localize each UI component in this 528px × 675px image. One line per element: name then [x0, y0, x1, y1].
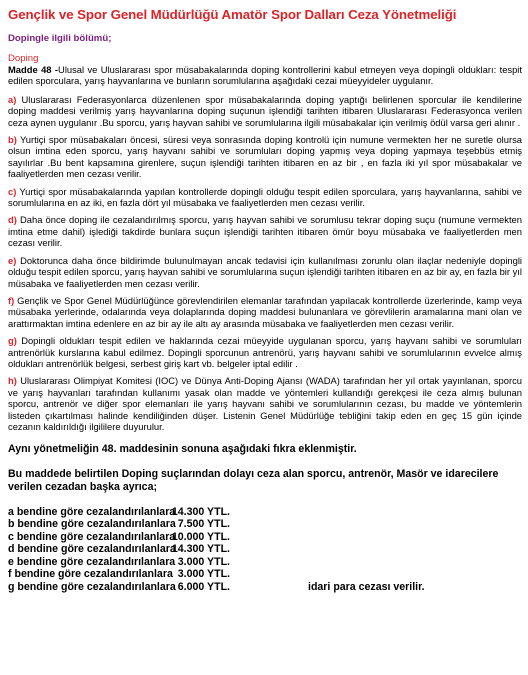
item-paragraph: [8, 295, 522, 329]
amendment-text: Bu maddede belirtilen Doping suçlarından dolayı ceza alan sporcu, antrenör, Masör ve idarecilere verilen cezadan başka ayrıca;: [8, 467, 499, 493]
fine-row: [8, 531, 522, 544]
fine-amount: 3.000 YTL.: [177, 568, 230, 581]
fine-text: f bendine göre cezalandırılanlara: [8, 568, 173, 581]
fine-text: b bendine göre cezalandırılanlara: [8, 518, 176, 531]
madde-label: Madde 48 -: [8, 64, 59, 75]
item-letter: c): [8, 185, 17, 197]
item-paragraph: [8, 94, 522, 128]
item-text: Yurtiçi spor müsabakalarında yapılan kontrollerde dopingli olduğu tespit edilen sporculara, yarış hayvanlarına, sahibi ve sorumlularına en az iki, en fazla dört yıl müsabaka ve faaliyetlerden men cezası verilir.: [8, 185, 522, 209]
item-text: Yurtiçi spor müsabakaları öncesi, süresi veya sonrasında doping kontrolü için numune vermekten her ne suretle olursa olsun imtina eden sporcu, yarış hayvanı sahibi ve sorumluları doping yapmış veya doping yapmaya teşebbüs etmiş sayılırlar .Bu bent kapsamına girenlere, suçun işlendiği tarihten itibaren en az bir , en fazla iki yıl spor müsabakalar ve faaliyetlerden men cezası verilir.: [8, 134, 523, 180]
item-paragraph: [8, 255, 522, 289]
item-letter: e): [8, 254, 17, 266]
fine-text: d bendine göre cezalandırılanlara: [8, 543, 176, 556]
section-label: Doping: [8, 53, 39, 64]
item-letter: d): [8, 214, 17, 226]
item-text: Doktorunca daha önce bildirimde bulunulmayan ancak tedavisi için kullanılması zorunlu olan ilaçlar nedeniyle dopingli olduğu tespit edilen sporcu, yarış hayvan sahibi ve sorumlularına suçun işlendiği tarihten itibaren en az bir ay, en fazla bir yıl müsabaka ve faaliyetlerden men cezası verilir.: [8, 254, 522, 289]
item-letter: g): [8, 335, 17, 347]
item-paragraph: [8, 134, 522, 180]
item-paragraph: [8, 335, 522, 369]
fine-amount: 6.000 YTL.: [177, 580, 230, 593]
madde-text: Ulusal ve Uluslararası spor müsabakalarında doping kontrollerini kabul etmeyen veya dopingli oldukları: tespit edilen sporculara, yarış hayvanlarına ve bunların sorumlularına aşağıdaki cezai müeyyideler uygulanır.: [8, 64, 522, 87]
madde-paragraph: [8, 64, 522, 87]
fine-amount: 14.300 YTL.: [171, 505, 230, 518]
fine-row: [8, 506, 522, 519]
item-text: Dopingli oldukları tespit edilen ve haklarında cezai müeyyide uygulanan sporcu, yarış hayvanı sahibi ve sorumluları antrenörlük kurslarına kabul edilmez. Dopingli sporcunun antrenörü, yarış hayvanı sahibi ve sorumlularının evvelce almış oldukları antrenörlük belgesi, serbest giriş kart vb. belgeler iptal edilir .: [8, 335, 522, 369]
fine-row: [8, 518, 522, 531]
item-text: Gençlik ve Spor Genel Müdürlüğünce görevlendirilen elemanlar tarafından yapılacak kontrollerde üzerlerinde, kamp veya müsabaka yerlerinde, odalarında veya dolaplarında doping maddesi bulunanlara ve görevlilerin aramalarına mani olan ve arattırmaktan imtina edenlere en az bir ay ile altı ay arasında müsabaka ve faaliyetlerden men cezası verilir.: [8, 294, 522, 329]
fine-row: [8, 581, 522, 594]
document-title: Gençlik ve Spor Genel Müdürlüğü Amatör Spor Dalları Ceza Yönetmeliği: [8, 7, 457, 22]
item-text: Daha önce doping ile cezalandırılmış sporcu, yarış hayvan sahibi ve sorumlusu tekrar doping suçu (numune vermekten imtina etme dahil) işlediği takdirde bunlara suçun işlendiği tarihten itibaren ömür boyu müsabaka ve faaliyetlerden men cezası verilir.: [8, 214, 522, 249]
fines-suffix: idari para cezası verilir.: [308, 580, 425, 593]
item-text: Uluslararası Federasyonlarca düzenlenen spor müsabakalarında doping yaptığı belirlenen sporcular ile kendilerine doping maddesi verilmiş yarış hayvanlarına doping suçunun işlendiği tarihten itibaren Uluslararası Federasyonca verilen ceza aynen uygulanır .Bu sporcu, yarış hayvan sahibi ve sorumlularına ilgili müsabakalar için verilmiş ödül varsa geri alınır .: [8, 93, 522, 128]
fine-amount: 10.000 YTL.: [171, 530, 230, 543]
item-letter: a): [8, 93, 17, 105]
fine-text: a bendine göre cezalandırılanlara: [8, 505, 176, 518]
fine-text: e bendine göre cezalandırılanlara: [8, 555, 176, 568]
fine-list: [8, 506, 522, 594]
item-list: [8, 94, 522, 433]
amendment-intro: Aynı yönetmeliğin 48. maddesinin sonuna aşağıdaki fıkra eklenmiştir.: [8, 443, 357, 456]
item-paragraph: [8, 214, 522, 248]
fine-text: c bendine göre cezalandırılanlara: [8, 530, 176, 543]
item-text: Uluslararası Olimpiyat Komitesi (IOC) ve Dünya Anti-Doping Ajansı (WADA) tarafından her yıl ortak yayınlanan, sporcu ve yarış hayvanları tarafından kullanımı yasak olan madde ve yöntemleri kullandığı gerekçesi ile ceza almış bulunan sporcu, antrenör ve diğer spor elemanları ile yarış hayvanı sahibi ve sorumlularının cezası, bu madde ve yöntemlerin listeden çıkartılması halinde kendiliğinden düşer. Listenin Genel Müdürlüğe tebliğini takip eden en geç 15 gün içinde cezanın kaldırıldığı ilgililere duyurulur.: [8, 375, 522, 432]
fine-amount: 3.000 YTL.: [177, 555, 230, 568]
fine-row: [8, 543, 522, 556]
document-subtitle: Dopingle ilgili bölümü;: [8, 33, 112, 44]
fine-amount: 14.300 YTL.: [171, 543, 230, 556]
item-paragraph: [8, 375, 522, 432]
item-letter: h): [8, 375, 17, 387]
fine-amount: 7.500 YTL.: [177, 518, 230, 531]
item-letter: f): [8, 294, 15, 306]
fine-row: [8, 556, 522, 569]
item-paragraph: [8, 186, 522, 209]
item-letter: b): [8, 134, 17, 146]
fine-text: g bendine göre cezalandırılanlara: [8, 580, 176, 593]
fine-row: [8, 568, 522, 581]
